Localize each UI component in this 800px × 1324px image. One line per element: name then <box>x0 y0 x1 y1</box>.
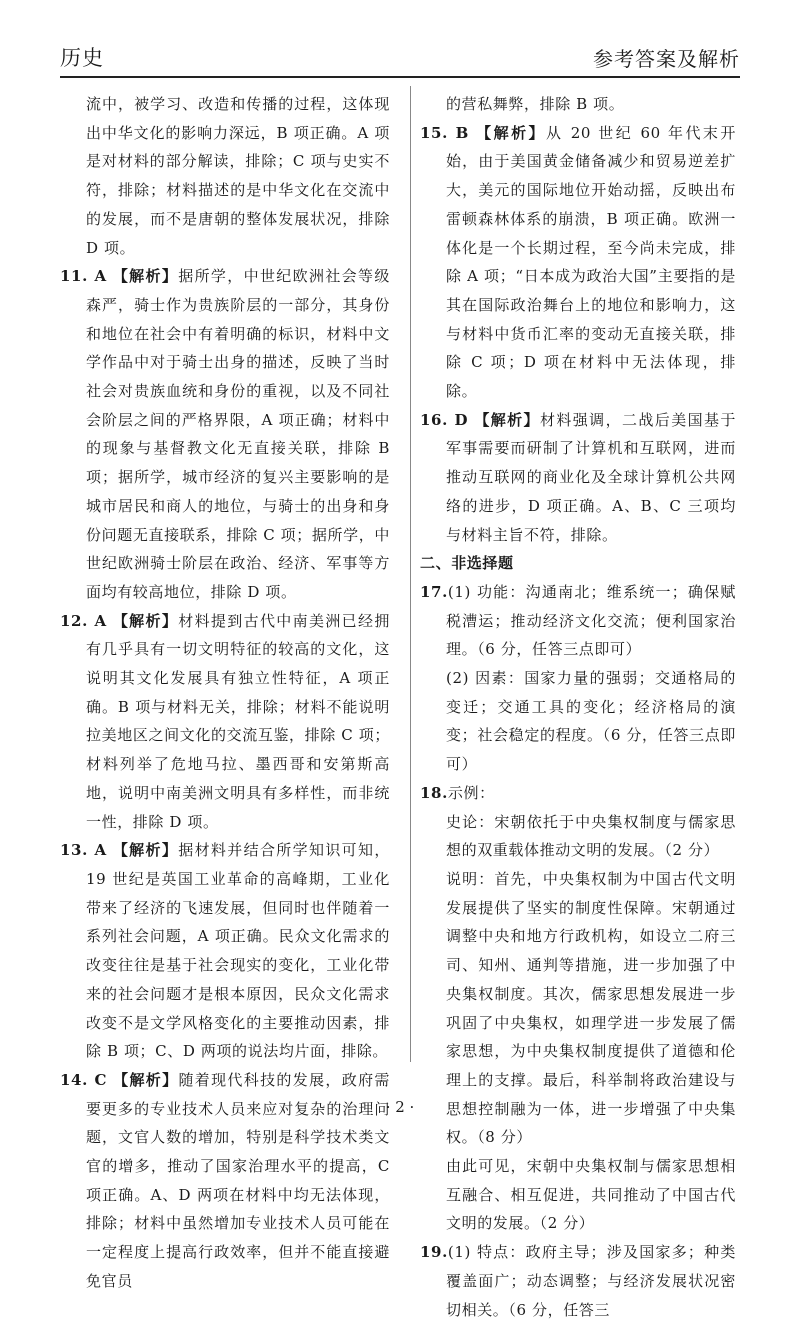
answer-18-number: 18. <box>420 783 448 802</box>
answer-18-explanation: 说明：首先，中央集权制为中国古代文明发展提供了坚实的制度性保障。宋朝通过调整中央和地方行政机构，如设立二府三司、知州、通判等措施，进一步加强了中央集权制度。其次，儒家思想发展进一步巩固了中央集权，如理学进一步发展了儒家思想，为中央集权制度提供了道德和伦理上的支撑。最后，科举制将政治建设与思想控制融为一体，进一步增强了中央集权。（8 分） <box>446 869 736 1147</box>
answer-13 <box>60 836 390 1066</box>
answer-12 <box>60 607 390 837</box>
right-column <box>420 90 736 1324</box>
answer-17-part-1 <box>420 578 736 664</box>
answer-15-tag: 【解析】 <box>476 123 547 142</box>
answer-18-example <box>420 779 736 808</box>
section-heading-non-choice: 二、非选择题 <box>420 554 514 573</box>
answer-12-tag: 【解析】 <box>112 611 179 630</box>
answer-15-text: 从 20 世纪 60 年代末开始，由于美国黄金储备减少和贸易逆差扩大，美元的国际地位开始动摇，反映出布雷顿森林体系的崩溃，B 项正确。欧洲一体化是一个长期过程，至今尚未完成，排除 A 项；“日本成为政治大国”主要指的是其在国际政治舞台上的地位和影响力，这与材料中货币汇率的变动无直接关联，排除 C 项；D 项在材料中无法体现，排除。 <box>446 123 737 401</box>
answer-11 <box>60 262 390 606</box>
answer-16-tag: 【解析】 <box>474 410 540 429</box>
answer-17-number: 17. <box>420 582 448 601</box>
page-number: · 2 · <box>385 1098 415 1116</box>
answer-19-number: 19. <box>420 1243 448 1262</box>
answer-14-continuation: 的营私舞弊，排除 B 项。 <box>446 95 625 113</box>
answer-16-number: 16. D <box>420 410 469 429</box>
answer-17-part-1-text: (1) 功能：沟通南北；维系统一；确保赋税漕运；推动经济文化交流；便利国家治理。（6 分，任答三点即可） <box>446 582 736 659</box>
answer-13-number: 13. A <box>60 841 107 860</box>
answer-12-text: 材料提到古代中南美洲已经拥有几乎具有一切文明特征的较高的文化，这说明其文化发展具有独立性特征，A 项正确。B 项与材料无关，排除；材料不能说明拉美地区之间文化的交流互鉴，排除 C 项；材料列举了危地马拉、墨西哥和安第斯高地，说明中南美洲文明具有多样性，而非统一性，排除 D 项。 <box>86 611 390 831</box>
answer-14-text: 随着现代科技的发展，政府需要更多的专业技术人员来应对复杂的治理问题，文官人数的增加，特别是科学技术类文官的增多，推动了国家治理水平的提高，C 项正确。A、D 两项在材料中均无法体现，排除；材料中虽然增加专业技术人员可能在一定程度上提高行政效率，但并不能直接避免官员 <box>86 1070 390 1290</box>
answer-10-continuation: 流中，被学习、改造和传播的过程，这体现出中华文化的影响力深远，B 项正确。A 项是对材料的部分解读，排除；C 项与史实不符，排除；材料描述的是中华文化在交流中的发展，而不是唐朝的整体发展状况，排除 D 项。 <box>86 95 390 257</box>
answer-18-thesis: 史论：宋朝依托于中央集权制度与儒家思想的双重载体推动文明的发展。（2 分） <box>446 812 736 860</box>
answer-15-number: 15. B <box>420 123 469 142</box>
answer-16-text: 材料强调，二战后美国基于军事需要而研制了计算机和互联网，进而推动互联网的商业化及全球计算机公共网络的进步，D 项正确。A、B、C 三项均与材料主旨不符，排除。 <box>446 410 737 544</box>
answer-11-text: 据所学，中世纪欧洲社会等级森严，骑士作为贵族阶层的一部分，其身份和地位在社会中有着明确的标识，材料中文学作品中对于骑士出身的描述，反映了当时社会对贵族血统和身份的重视，以及不同社会阶层之间的严格界限，A 项正确；材料中的现象与基督教文化无直接关联，排除 B 项；据所学，城市经济的复兴主要影响的是城市居民和商人的地位，与骑士的出身和身份问题无直接联系，排除 C 项；据所学，中世纪欧洲骑士阶层在政治、经济、军事等方面均有较高地位，排除 D 项。 <box>86 267 390 601</box>
answer-18-example-label: 示例： <box>447 783 495 802</box>
answer-13-text: 据材料并结合所学知识可知，19 世纪是英国工业革命的高峰期，工业化带来了经济的飞速发展，但同时也伴随着一系列社会问题，A 项正确。民众文化需求的改变往往是基于社会现实的变化，工业化带来的社会问题才是根本原因，民众文化需求改变不是文学风格变化的主要推动因素，排除 B 项；C、D 两项的说法均片面，排除。 <box>86 841 390 1061</box>
page-header <box>60 44 740 78</box>
column-divider <box>410 86 411 1062</box>
document-title: 参考答案及解析 <box>593 47 740 71</box>
answer-19-part-1 <box>420 1238 736 1324</box>
answer-15 <box>420 119 736 406</box>
answer-11-tag: 【解析】 <box>112 267 179 286</box>
answer-14-tag: 【解析】 <box>113 1070 179 1089</box>
answer-17-part-2: (2) 因素：国家力量的强弱；交通格局的变迁；交通工具的变化；经济格局的演变；社会稳定的程度。（6 分，任答三点即可） <box>446 669 736 774</box>
answer-12-number: 12. A <box>60 611 107 630</box>
answer-11-number: 11. A <box>60 267 107 286</box>
subject-label: 历史 <box>60 46 104 70</box>
answer-18-conclusion: 由此可见，宋朝中央集权制与儒家思想相互融合、相互促进，共同推动了中国古代文明的发展。（2 分） <box>446 1157 736 1233</box>
answer-19-part-1-text: (1) 特点：政府主导；涉及国家多；种类覆盖面广；动态调整；与经济发展状况密切相关。（6 分，任答三 <box>446 1243 736 1319</box>
answer-14-number: 14. C <box>60 1070 107 1089</box>
answer-16 <box>420 406 736 550</box>
answer-13-tag: 【解析】 <box>112 841 179 860</box>
